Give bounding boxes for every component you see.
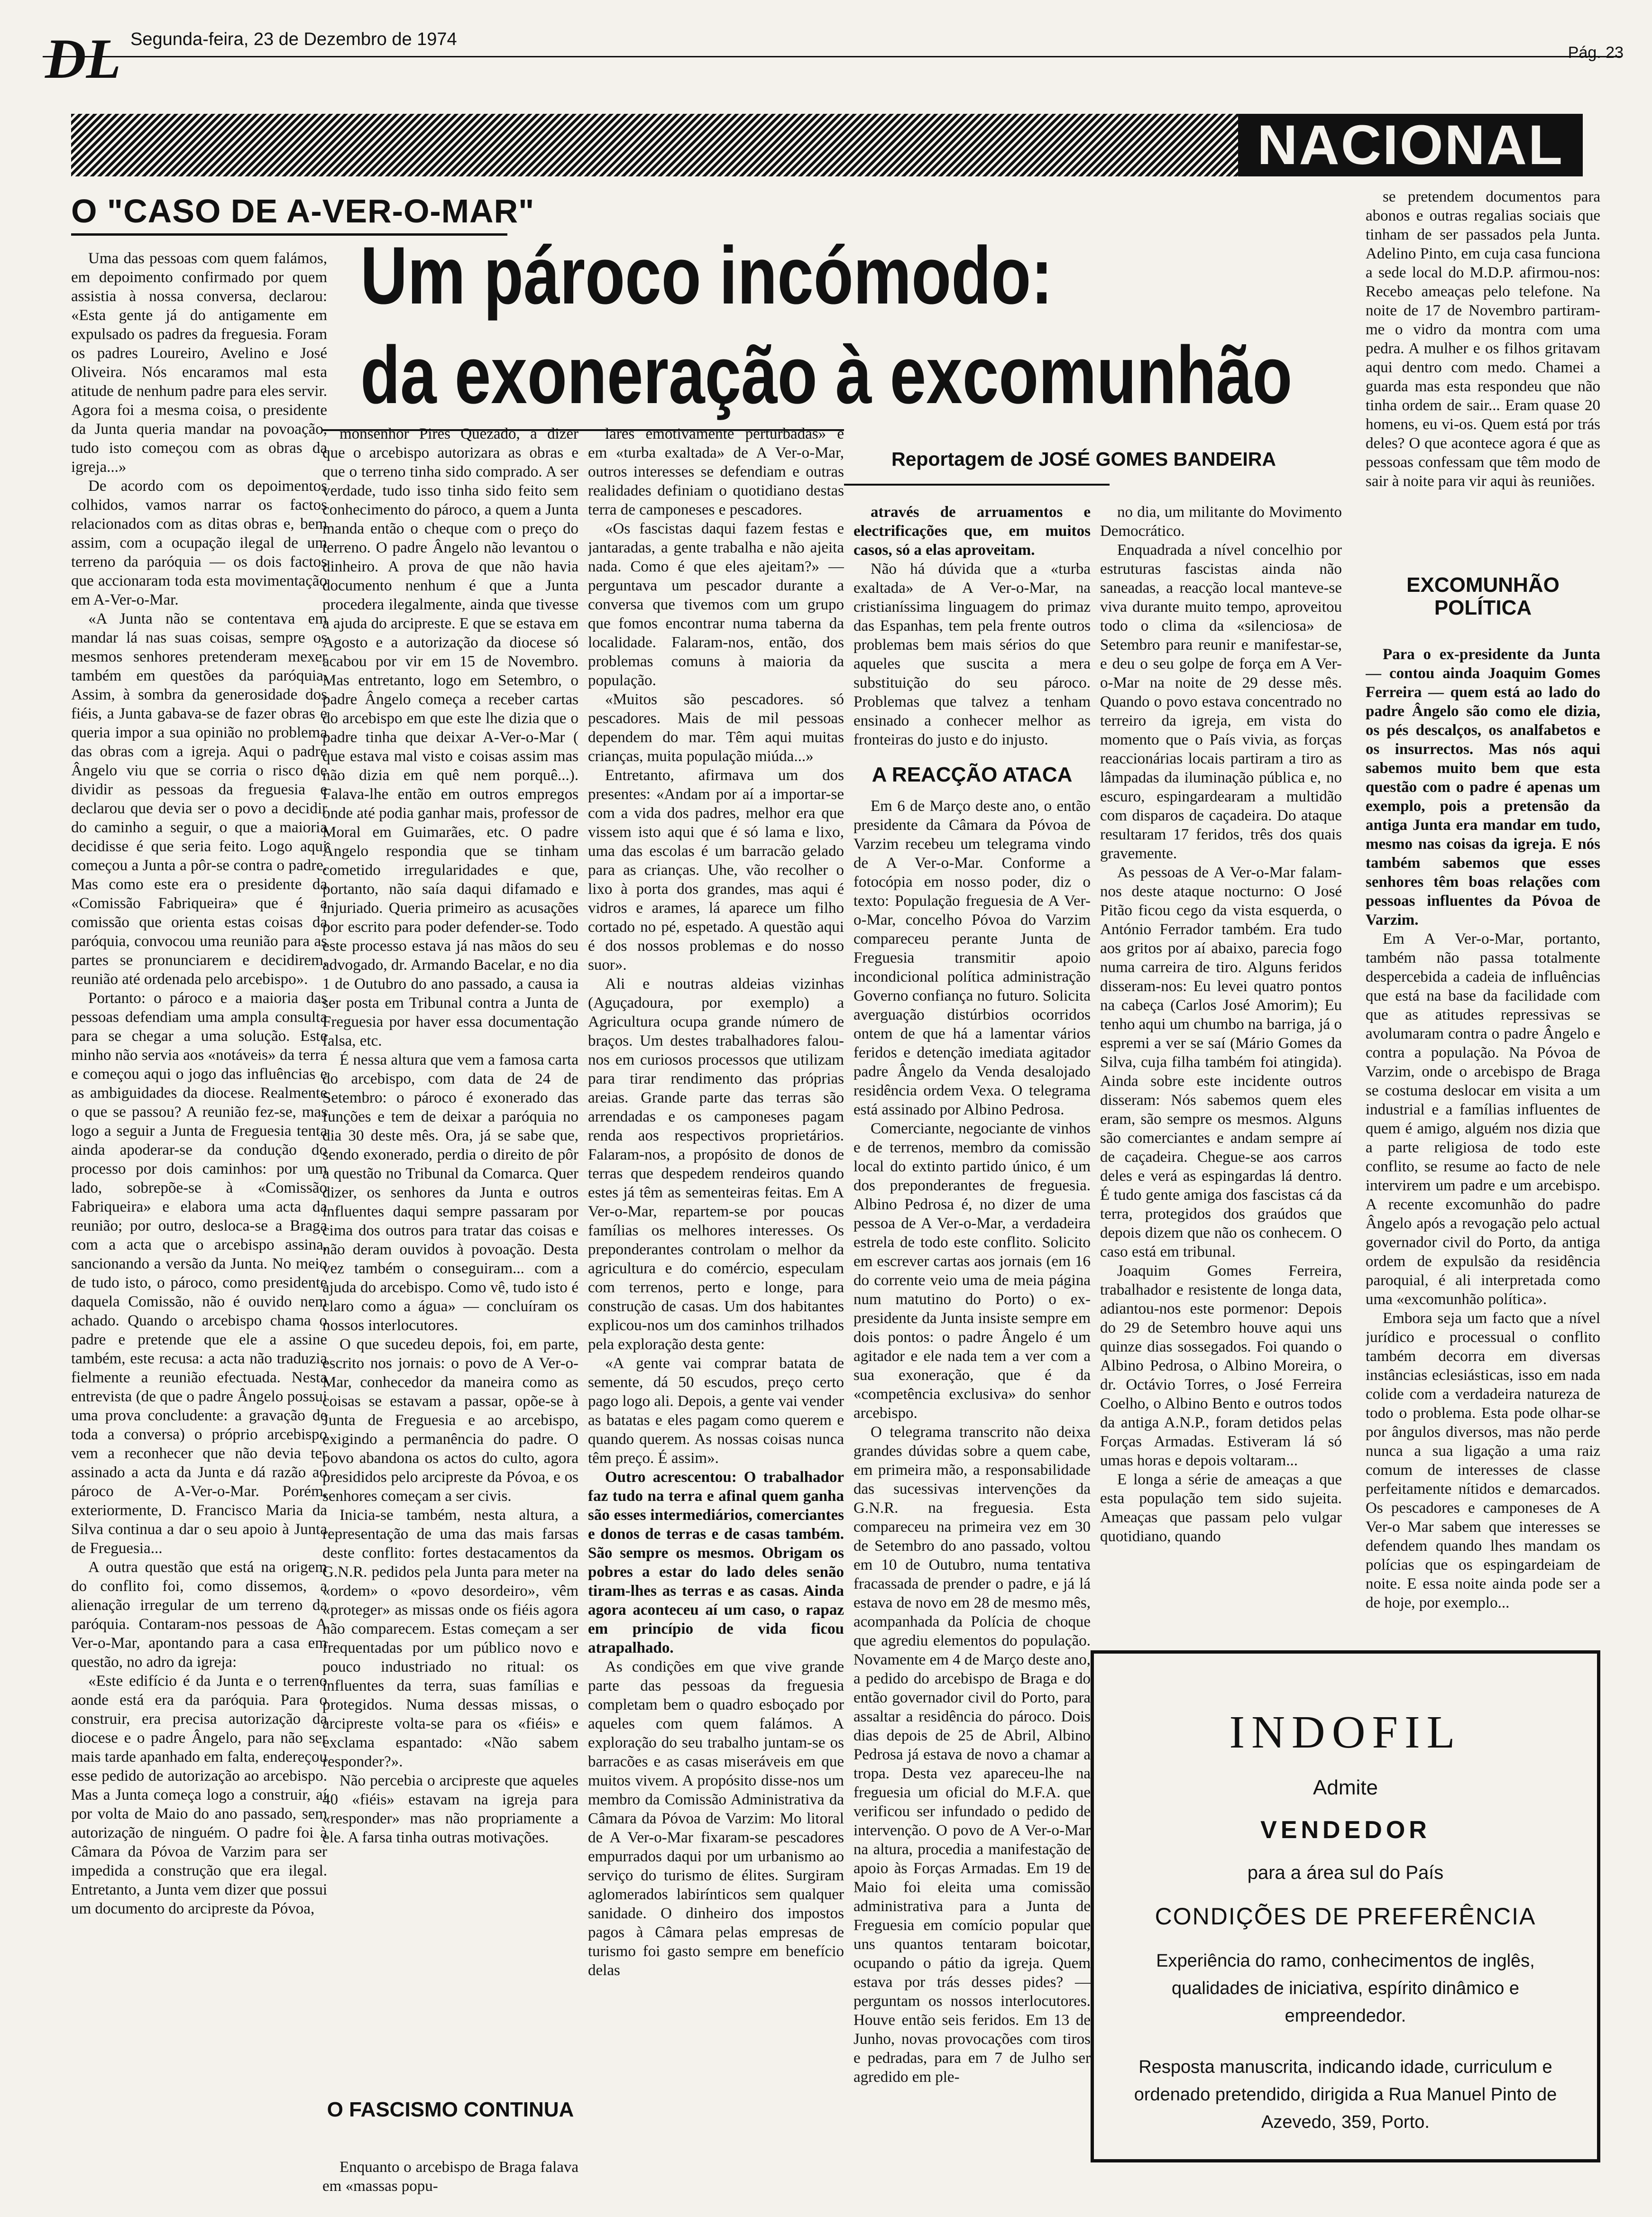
subhead-reaccao: A REACÇÃO ATACA [872, 763, 1073, 786]
ad-admite: Admite [1313, 1776, 1378, 1799]
section-label: NACIONAL [1238, 114, 1583, 176]
ad-area: para a área sul do País [1247, 1862, 1444, 1883]
article-paragraph: É nessa altura que vem a famosa carta do arcebispo, com data de 24 de Setembro: o pároco é exonerado das funções e tem de deixar a paróquia no dia 30 deste mês. Ora, já se sabe que, sendo exonerado, perdia o direito de pôr a questão no Tribunal da Comarca. Quer dizer, os senhores da Junta e outros influentes daqui sempre passaram por cima dos outros para tratar das coisas e não deram ouvidos à povoação. Desta vez também o conseguiram... com a ajuda do arcebispo. Como vê, tudo isto é claro como a água» — concluíram os nossos interlocutores. [322, 1051, 578, 1334]
article-column-6 [1366, 187, 1600, 545]
article-paragraph: monsenhor Pires Quezado, a dizer que o arcebispo autorizara as obras e que o terreno tinha sido comprado. A ser verdade, tudo isso tinha sido feito sem conhecimento do pároco, a quem a Junta manda então o cheque com o preço do terreno. O padre Ângelo não levantou o dinheiro. A prova de que não havia documento nenhum é que a Junta procedera ilegalmente, ainda que tivesse a ajuda do arcipreste. E que se estava em Agosto e a autorização da diocese só acabou por vir em 15 de Novembro. Mas entretanto, logo em Setembro, o padre Ângelo começa a receber cartas do arcebispo em que este lhe dizia que o padre tinha que deixar A-Ver-o-Mar ( que estava mal visto e coisas assim mas não dizia em quê nem porquê...). Falava-lhe então em outros empregos onde até podia ganhar mais, professor de Moral em Guimarães, etc. O padre Ângelo respondia que se tinham cometido irregularidades e que, portanto, não saía daqui difamado e injuriado. Queria primeiro as acusações por escrito para poder defender-se. Todo este processo estava já nas mãos do seu advogado, dr. Armando Bacelar, e no dia 1 de Outubro do ano passado, a causa ia ser posta em Tribunal contra a Junta de Freguesia por haver essa documentação falsa, etc. [322, 425, 578, 1049]
article-paragraph: As condições em que vive grande parte das pessoas da freguesia completam bem o quadro esboçado por aqueles com quem falámos. A exploração do seu trabalho juntam-se os barracões e as casas miseráveis em que muitos vivem. A propósito disse-nos um membro da Comissão Administrativa da Câmara da Póvoa de Varzim: Mo litoral de A Ver-o-Mar fixaram-se pescadores empurrados daqui por um urbanismo ao serviço do turismo de élites. Surgiram aglomerados labirínticos sem qualquer sanidade. O dinheiro dos impostos pagos à Câmara pelas empresas de turismo foi gasto sempre em benefício delas [588, 1658, 844, 1979]
article-column-3 [588, 424, 844, 2210]
byline-rule [844, 484, 1110, 486]
ad-conditions: CONDIÇÕES DE PREFERÊNCIA [1155, 1903, 1536, 1930]
article-paragraph: Embora seja um facto que a nível jurídico e processual o conflito também decorra em diversas instâncias eclesiásticas, isso em nada colide com a verdadeira natureza de todo o problema. Esta pode olhar-se por ângulos diversos, mas não perde nunca a sua ligação a uma raiz comum de interesses de classe perfeitamente nítidos e demarcados. Os pescadores e camponeses de A Ver-o Mar sabem que interesses se defendem quando lhes mandam os polícias que os espingardeiam de noite. E essa noite ainda pode ser a de hoje, por exemplo... [1366, 1310, 1600, 1611]
article-paragraph: «A Junta não se contentava em mandar lá nas suas coisas, sempre os mesmos senhores pretenderam mexer também em questões da paróquia. Assim, à sombra da generosidade dos fiéis, a Junta gabava-se de fazer obras e queria impor a sua opinião no problema das obras com a igreja. Aqui o padre Ângelo viu que se corria o risco de dividir as pessoas da freguesia e declarou que devia ser o povo a decidir do caminho a seguir, o que a maioria decidisse é que seria feito. Logo aqui começou a Junta a pôr-se contra o padre. Mas como este era o presidente da «Comissão Fabriqueira» que é a comissão que orienta estas coisas da paróquia, convocou uma reunião para as partes se pronunciarem e decidirem, reunião até ordenada pelo arcebispo». [71, 610, 327, 988]
article-paragraph: «Este edifício é da Junta e o terreno aonde está era da paróquia. Para o construir, era precisa autorização da diocese e o padre Ângelo, para não ser mais tarde apanhado em falta, endereçou esse pedido de autorização ao arcebispo. Mas a Junta começa logo a construir, aí por volta de Maio do ano passado, sem autorização de ninguém. O padre foi à Câmara da Póvoa de Varzim para ser impedida a construção que era ilegal. Entretanto, a Junta vem dizer que possui um documento do arcipreste da Póvoa, [71, 1673, 327, 1917]
article-paragraph: «Muitos são pescadores. só pescadores. Mais de mil pessoas dependem do mar. Têm aqui muitas crianças, muita população miúda...» [588, 691, 844, 765]
subhead-fascismo: O FASCISMO CONTINUA [327, 2098, 574, 2121]
article-paragraph: Não há dúvida que a «turba exaltada» de A Ver-o-Mar, na cristianíssima linguagem do primaz das Espanhas, tem pela frente outros problemas bem mais sérios do que aqueles que suscita a mera substituição do seu pároco. Problemas que talvez a tenham ensinado a conhecer melhor as fronteiras do justo e do injusto. [854, 561, 1091, 748]
article-paragraph: Em 6 de Março deste ano, o então presidente da Câmara da Póvoa de Varzim recebeu um telegrama vindo de A Ver-o-Mar. Conforme a fotocópia em nosso poder, diz o texto: População freguesia de A Ver-o-Mar, concelho Póvoa do Varzim compareceu perante Junta de Freguesia transmitir apoio incondicional política administração Governo confiança no futuro. Solicita averguação distúrbios ocorridos ontem de que há a lamentar vários feridos e detenção imediata agitador padre Ângelo da Venda desalojado residência ordem Vexa. O telegrama está assinado por Albino Pedrosa. [854, 798, 1091, 1118]
ad-requirements: Experiência do ramo, conhecimentos de inglês, qualidades de iniciativa, espírito dinâmico e empreendedor. [1156, 1951, 1535, 2026]
article-paragraph: Não percebia o arcipreste que aqueles 40 «fiéis» estavam na igreja para «responder» mas não propriamente a ele. A farsa tinha outras motivações. [322, 1772, 578, 1846]
story-kicker: O "CASO DE A-VER-O-MAR" [71, 193, 535, 230]
article-paragraph: Enquadrada a nível concelhio por estruturas fascistas ainda não saneadas, a reacção local manteve-se viva durante muito tempo, aproveitou todo o clima da «silenciosa» de Setembro para reunir e manifestar-se, e deu o seu golpe de força em A Ver-o-Mar na noite de 29 desse mês. Quando o povo estava concentrado no terreiro da igreja, em vista do momento que o País vivia, as forças reaccionárias locais partiram a tiro as lâmpadas da iluminação pública e, no escuro, espingardearam a multidão com disparos de caçadeira. Do ataque resultaram 17 feridos, três dos quais gravemente. [1100, 542, 1342, 862]
subhead-excomunhao: EXCOMUNHÃO POLÍTICA [1406, 573, 1560, 619]
article-paragraph: Joaquim Gomes Ferreira, trabalhador e resistente de longa data, adiantou-nos este pormenor: Depois do 29 de Setembro houve aqui uns quinze dias sossegados. Foi quando o Albino Pedrosa, o Albino Moreira, o dr. Octávio Torres, o José Ferreira Coelho, o Albino Bento e outros todos da antiga A.N.P., foram detidos pelas Forças Armadas. Estiveram lá só umas horas e depois voltaram... [1100, 1262, 1342, 1469]
article-paragraph: «Os fascistas daqui fazem festas e jantaradas, a gente trabalha e não ajeita nada. Como é que eles ajeitam?» — perguntava um pescador durante a conversa que tivemos com um grupo que fomos encontrar numa taberna da localidade. Falaram-nos, então, dos problemas comuns à maioria da população. [588, 520, 844, 689]
article-paragraph: Uma das pessoas com quem falámos, em depoimento confirmado por quem assistia à nossa conversa, declarou: «Esta gente já do antigamente em expulsado os padres da freguesia. Foram os padres Loureiro, Avelino e José Oliveira. Nós encaramos mal esta atitude de nenhum padre para eles servir. Agora foi a mesma coisa, o presidente da Junta queria mandar na povoação, tudo isto começou com as obras da igreja...» [71, 250, 327, 476]
article-paragraph: E longa a série de ameaças a que esta população tem sido sujeita. Ameaças que passam pelo vulgar quotidiano, quando [1100, 1471, 1342, 1545]
article-column-5 [1100, 503, 1342, 1636]
article-paragraph: através de arruamentos e electrificações que, em muitos casos, só a elas aproveitam. [854, 504, 1091, 559]
article-paragraph: Enquanto o arcebispo de Braga falava em «massas popu- [322, 2159, 578, 2195]
article-paragraph: lares emotivamente perturbadas» e em «turba exaltada» de A Ver-o-Mar, outros interesses se defendiam e outras realidades definiam o quotidiano destas terra de camponeses e pescadores. [588, 425, 844, 518]
article-column-6b [1366, 645, 1600, 1636]
headline-line-2: da exoneração à excomunhão [360, 330, 1293, 421]
ad-brand: INDOFIL [1229, 1707, 1462, 1758]
page-number: Pág. 23 [1568, 44, 1624, 62]
article-paragraph: Entretanto, afirmava um dos presentes: «Andam por aí a importar-se com a vida dos padres, melhor era que vissem isto aqui que é só lama e lixo, uma das escolas é um barracão gelado para as crianças. Uhe, vão recolher o lixo à porta dos grandes, mas aqui é vidros e arames, lá aparece um filho cortado no pé, espetado. A questão aqui é dos nossos problemas e do nosso suor». [588, 767, 844, 974]
article-paragraph: De acordo com os depoimentos colhidos, vamos narrar os factos relacionados com as ditas obras e, bem assim, com a ocupação ilegal de um terreno da paróquia — os dois factos que accionaram toda esta movimentação em A-Ver-o-Mar. [71, 478, 327, 608]
article-paragraph: As pessoas de A Ver-o-Mar falam-nos deste ataque nocturno: O José Pitão ficou cego da vista esquerda, o António Ferrador também. Era tudo aos gritos por aí abaixo, parecia fogo numa carreira de tiro. Alguns feridos disseram-nos: Eu levei quatro pontos na cabeça (Carlos José Amorim); Eu tenho aqui um chumbo na barriga, já o espremi a ver se saí (Mário Gomes da Silva, cuja filha também foi atingida). Ainda sobre este incidente outros disseram: Nós sabemos quem eles eram, são sempre os mesmos. Alguns são comerciantes e andam sempre aí de caçadeira. Chegue-se aos carros deles e verá as espingardas lá dentro. É tudo gente amiga dos fascistas cá da terra, protegidos dos graúdos que depois dizem que não os conhecem. O caso está em tribunal. [1100, 864, 1342, 1260]
ad-contact: Resposta manuscrita, indicando idade, curriculum e ordenado pretendido, dirigida a Rua Manuel Pinto de Azevedo, 359, Porto. [1134, 2057, 1557, 2132]
article-column-4b [854, 797, 1091, 2210]
article-paragraph: O telegrama transcrito não deixa grandes dúvidas sobre a quem cabe, em primeira mão, a responsabilidade das sucessivas intervenções da G.N.R. na freguesia. Esta compareceu na primeira vez em 30 de Setembro do ano passado, voltou em 10 de Outubro, numa tentativa fracassada de prender o padre, e já lá estava de novo em 28 de mesmo mês, acompanhada da Polícia de choque que agrediu elementos do população. Novamente em 4 de Março deste ano, a pedido do arcebispo de Braga e do então governador civil do Porto, para assaltar a residência do pároco. Dois dias depois de 25 de Abril, Albino Pedrosa já estava de novo a chamar a tropa. Desta vez apareceu-lhe na freguesia um oficial do M.F.A. que verificou ser infundado o pedido de intervenção. O povo de A Ver-o-Mar na altura, procedia a manifestação de apoio às Forças Armadas. Em 19 de Maio foi eleita uma comissão administrativa para a Junta de Freguesia em comício popular que uns quantos tentaram boicotar, ocupando o pátio da igreja. Quem estava por trás desses pides? — perguntam os nossos interlocutores. Houve então seis feridos. Em 13 de Junho, novas provocações com tiros e pedradas, para em 7 de Julho ser agredido em ple- [854, 1424, 1091, 2086]
article-paragraph: se pretendem documentos para abonos e outras regalias sociais que tinham de ser passados pela Junta. Adelino Pinto, em cuja casa funciona a sede local do M.D.P. afirmou-nos: Recebo ameaças pelo telefone. Na noite de 17 de Novembro partiram-me o vidro da montra com uma pedra. A mulher e os filhos gritavam aqui dentro com medo. Chamei a guarda mas esta respondeu que não tinha ordem de sair... Eram quase 20 homens, eu vi-os. Quem está por trás deles? O que acontece agora é que as pessoas confessam que têm modo de sair à noite para vir aqui às reuniões. [1366, 188, 1600, 490]
headline-line-1: Um pároco incómodo: [360, 230, 1053, 321]
article-paragraph: Comerciante, negociante de vinhos e de terrenos, membro da comissão local do extinto partido único, é um dos preponderantes de freguesia. Albino Pedrosa é, no dizer de uma pessoa de A Ver-o-Mar, a verdadeira estrela de todo este conflito. Solicito em escrever cartas aos jornais (em 16 do corrente veio uma de meia página num matutino do Porto) o ex-presidente da Junta insiste sempre em dois pontos: o padre Ângelo é um agitador e ele nada tem a ver com a sua exoneração, que é da «competência exclusiva» do senhor arcebispo. [854, 1120, 1091, 1422]
issue-date: Segunda-feira, 23 de Dezembro de 1974 [130, 29, 457, 49]
article-paragraph: «A gente vai comprar batata de semente, dá 50 escudos, preço certo pago logo ali. Depois, a gente vai vender as batatas e eles pagam como querem e quando querem. As nossas coisas nunca têm preço. É assim». [588, 1355, 844, 1467]
article-column-2-end [322, 2158, 578, 2210]
article-column-2 [322, 424, 578, 2039]
article-paragraph: Inicia-se também, nesta altura, a representação de uma das mais farsas deste conflito: fortes destacamentos da G.N.R. pedidos pela Junta para meter na «ordem» o «povo desordeiro», vêm «proteger» as missas onde os fiéis agora não comparecem. Estas começam a ser frequentadas por um público novo e pouco industriado no ritual: os influentes da terra, suas famílias e protegidos. Numa dessas missas, o arcipreste volta-se para os «fiéis» e exclama espantado: «Não sabem responder?». [322, 1507, 578, 1770]
article-paragraph: Outro acrescentou: O trabalhador faz tudo na terra e afinal quem ganha são esses intermediários, comerciantes e donos de terras e de casas também. São sempre os mesmos. Obrigam os pobres a estar do lado deles senão tiram-lhes as terras e as casas. Ainda agora aconteceu aí um caso, o rapaz em princípio de vida ficou atrapalhado. [588, 1469, 844, 1656]
byline: Reportagem de JOSÉ GOMES BANDEIRA [891, 448, 1276, 470]
article-column-4 [854, 503, 1091, 752]
article-paragraph: Em A Ver-o-Mar, portanto, também não passa totalmente despercebida a cadeia de influências que está na base da facilidade com que as atitudes repressivas se avolumaram contra o padre Ângelo e contra a população. Na Póvoa de Varzim, onde o arcebispo de Braga se costuma deslocar em visita a um industrial e a famílias influentes de quem é amigo, alguém nos dizia que a parte religiosa de todo este conflito, se resume ao facto de nele intervirem um padre e um arcebispo. A recente excomunhão do padre Ângelo após a revogação pelo actual governador civil do Porto, da antiga ordem de expulsão da residência paroquial, é ali interpretada como uma «excomunhão política». [1366, 930, 1600, 1308]
article-paragraph: no dia, um militante do Movimento Democrático. [1100, 504, 1342, 540]
masthead-rule [43, 56, 1622, 57]
article-paragraph: Portanto: o pároco e a maioria das pessoas defendiam uma ampla consulta para se chegar a uma solução. Este minho não servia aos «notáveis» da terra e começou aqui o jogo das influências e as ambiguidades da diocese. Realmente o que se passou? A reunião fez-se, mas logo a seguir a Junta de Freguesia tenta ainda apoderar-se da condução do processo por dois caminhos: por um lado, sobrepõe-se à «Comissão Fabriqueira» e elabora uma acta da reunião; por outro, desloca-se a Braga com a acta que o arcebispo assina, sancionando a versão da Junta. No meio de tudo isto, o pároco, como presidente daquela Comissão, não é ouvido nem achado. Quando o arcebispo chama o padre e pretende que ele a assine também, este recusa: a acta não traduzia fielmente a reunião efectuada. Nesta entrevista (de que o padre Ângelo possui uma prova concludente: a gravação de toda a conversa) o próprio arcebispo vem a reconhecer que não devia ter assinado a acta da Junta e dá razão ao pároco de A-Ver-o-Mar. Porém, exteriormente, D. Francisco Maria da Silva continua a dar o seu apoio à Junta de Freguesia... [71, 990, 327, 1557]
article-paragraph: Ali e noutras aldeias vizinhas (Aguçadoura, por exemplo) a Agricultura ocupa grande número de braços. Um destes trabalhadores falou-nos em curiosos processos que utilizam para tirar rendimento das próprias areias. Grande parte das terras são arrendadas e os camponeses pagam renda aos respectivos proprietários. Falaram-nos, a propósito de donos de terras que despedem rendeiros quando estes já têm as sementeiras feitas. Em A Ver-o-Mar, repartem-se por poucas famílias os melhores interesses. Os preponderantes controlam o melhor da agricultura e do comércio, especulam com terrenos, perto e longe, para construção de casas. Um dos habitantes explicou-nos um dos caminhos trilhados pela exploração desta gente: [588, 975, 844, 1353]
article-paragraph: Para o ex-presidente da Junta — contou ainda Joaquim Gomes Ferreira — quem está ao lado do padre Ângelo são como ele dizia, os pés descalços, os analfabetos e os insurrectos. Mas nós aqui sabemos muito bem que esta questão com o padre é apenas um exemplo, pois a pretensão da antiga Junta era mandar em tudo, mesmo nas coisas da igreja. E nós também sabemos que esses senhores têm boas relações com pessoas influentes da Póvoa de Varzim. [1366, 646, 1600, 929]
ad-role: VENDEDOR [1260, 1816, 1431, 1844]
article-column-1 [71, 249, 327, 2205]
section-band [71, 114, 1583, 176]
article-paragraph: O que sucedeu depois, foi, em parte, escrito nos jornais: o povo de A Ver-o-Mar, conhecedor da maneira como as coisas se estavam a passar, opõe-se à Junta de Freguesia e ao arcebispo, exigindo a permanência do padre. O povo abandona os actos do culto, agora presididos pelo arcipreste da Póvoa, e os senhores começam a ser civis. [322, 1336, 578, 1505]
article-paragraph: A outra questão que está na origem do conflito foi, como dissemos, a alienação irregular de um terreno da paróquia. Contaram-nos pessoas de A Ver-o-Mar, apontando para a casa em questão, no adro da igreja: [71, 1559, 327, 1671]
job-advertisement [1091, 1650, 1600, 2162]
newspaper-logo: DL [45, 27, 121, 90]
